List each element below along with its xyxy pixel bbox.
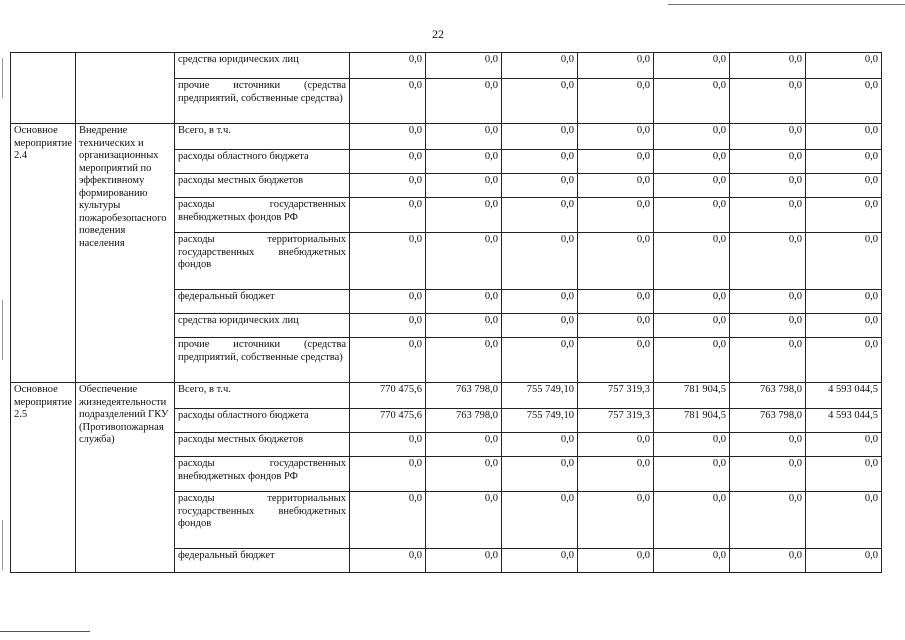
- total-value-cell: 0,0: [805, 174, 881, 198]
- total-value-cell: 0,0: [805, 338, 881, 383]
- total-value-cell: 0,0: [805, 124, 881, 150]
- year-value-cell: 0,0: [653, 174, 729, 198]
- description-cell: Внедрение технических и организационных мероприятий по эффективному формированию культуры пожаробезопасного поведения населения: [75, 124, 174, 383]
- table-row: [11, 124, 882, 150]
- funding-source-cell: расходы областного бюджета: [174, 409, 349, 433]
- year-value-cell: 0,0: [729, 433, 805, 457]
- year-value-cell: 0,0: [349, 53, 425, 79]
- description-cell: [75, 53, 174, 124]
- funding-source-cell: расходы государственных внебюджетных фондов РФ: [174, 457, 349, 492]
- year-value-cell: 0,0: [425, 124, 501, 150]
- year-value-cell: 0,0: [425, 549, 501, 573]
- year-value-cell: 0,0: [653, 53, 729, 79]
- total-value-cell: 4 593 044,5: [805, 383, 881, 409]
- measure-cell: [11, 53, 76, 124]
- measure-cell: Основное мероприятие 2.4: [11, 124, 76, 383]
- year-value-cell: 0,0: [425, 314, 501, 338]
- year-value-cell: 0,0: [729, 314, 805, 338]
- year-value-cell: 0,0: [349, 150, 425, 174]
- funding-source-cell: Всего, в т.ч.: [174, 383, 349, 409]
- year-value-cell: 0,0: [653, 150, 729, 174]
- year-value-cell: 0,0: [501, 314, 577, 338]
- year-value-cell: 0,0: [349, 433, 425, 457]
- footnote-rule: [0, 631, 90, 632]
- year-value-cell: 757 319,3: [577, 383, 653, 409]
- binding-mark: [2, 300, 3, 360]
- funding-source-cell: прочие источники (средства предприятий, собственные средства): [174, 79, 349, 124]
- year-value-cell: 0,0: [729, 53, 805, 79]
- year-value-cell: 0,0: [501, 174, 577, 198]
- year-value-cell: 0,0: [349, 174, 425, 198]
- year-value-cell: 0,0: [653, 198, 729, 233]
- year-value-cell: 0,0: [425, 457, 501, 492]
- table-row: [11, 383, 882, 409]
- funding-source-cell: расходы местных бюджетов: [174, 433, 349, 457]
- year-value-cell: 0,0: [577, 233, 653, 290]
- year-value-cell: 0,0: [729, 79, 805, 124]
- year-value-cell: 0,0: [501, 457, 577, 492]
- year-value-cell: 0,0: [729, 457, 805, 492]
- year-value-cell: 781 904,5: [653, 409, 729, 433]
- total-value-cell: 0,0: [805, 150, 881, 174]
- year-value-cell: 755 749,10: [501, 383, 577, 409]
- year-value-cell: 0,0: [501, 198, 577, 233]
- year-value-cell: 755 749,10: [501, 409, 577, 433]
- year-value-cell: 0,0: [501, 290, 577, 314]
- year-value-cell: 0,0: [653, 492, 729, 549]
- year-value-cell: 0,0: [729, 549, 805, 573]
- year-value-cell: 0,0: [577, 549, 653, 573]
- year-value-cell: 781 904,5: [653, 383, 729, 409]
- year-value-cell: 0,0: [653, 233, 729, 290]
- year-value-cell: 0,0: [729, 174, 805, 198]
- funding-source-cell: средства юридических лиц: [174, 314, 349, 338]
- measure-cell: Основное мероприятие 2.5: [11, 383, 76, 573]
- total-value-cell: 0,0: [805, 233, 881, 290]
- year-value-cell: 770 475,6: [349, 383, 425, 409]
- year-value-cell: 0,0: [577, 290, 653, 314]
- year-value-cell: 0,0: [577, 174, 653, 198]
- year-value-cell: 0,0: [577, 198, 653, 233]
- year-value-cell: 0,0: [501, 53, 577, 79]
- total-value-cell: 0,0: [805, 549, 881, 573]
- description-cell: Обеспечение жизнедеятельности подразделений ГКУ (Противопожарная служба): [75, 383, 174, 573]
- year-value-cell: 0,0: [501, 549, 577, 573]
- total-value-cell: 0,0: [805, 457, 881, 492]
- year-value-cell: 0,0: [653, 124, 729, 150]
- year-value-cell: 0,0: [349, 314, 425, 338]
- year-value-cell: 0,0: [577, 433, 653, 457]
- funding-source-cell: расходы местных бюджетов: [174, 174, 349, 198]
- funding-source-cell: Всего, в т.ч.: [174, 124, 349, 150]
- binding-mark: [2, 58, 3, 98]
- page-number: 22: [432, 27, 444, 41]
- total-value-cell: 4 593 044,5: [805, 409, 881, 433]
- funding-source-cell: федеральный бюджет: [174, 549, 349, 573]
- year-value-cell: 0,0: [729, 290, 805, 314]
- year-value-cell: 0,0: [425, 53, 501, 79]
- year-value-cell: 0,0: [501, 150, 577, 174]
- year-value-cell: 0,0: [425, 198, 501, 233]
- year-value-cell: 0,0: [349, 457, 425, 492]
- year-value-cell: 0,0: [653, 433, 729, 457]
- year-value-cell: 763 798,0: [425, 383, 501, 409]
- year-value-cell: 0,0: [349, 492, 425, 549]
- year-value-cell: 0,0: [425, 492, 501, 549]
- year-value-cell: 0,0: [425, 150, 501, 174]
- year-value-cell: 0,0: [501, 338, 577, 383]
- year-value-cell: 0,0: [729, 492, 805, 549]
- year-value-cell: 0,0: [729, 338, 805, 383]
- year-value-cell: 0,0: [425, 290, 501, 314]
- year-value-cell: 0,0: [653, 290, 729, 314]
- budget-table: [10, 52, 882, 573]
- year-value-cell: 0,0: [349, 198, 425, 233]
- total-value-cell: 0,0: [805, 492, 881, 549]
- year-value-cell: 763 798,0: [729, 383, 805, 409]
- total-value-cell: 0,0: [805, 53, 881, 79]
- year-value-cell: 0,0: [577, 79, 653, 124]
- year-value-cell: 0,0: [349, 290, 425, 314]
- year-value-cell: 0,0: [577, 53, 653, 79]
- year-value-cell: 0,0: [425, 174, 501, 198]
- funding-source-cell: расходы территориальных государственных внебюджетных фондов: [174, 233, 349, 290]
- year-value-cell: 0,0: [425, 338, 501, 383]
- year-value-cell: 0,0: [349, 338, 425, 383]
- funding-source-cell: расходы государственных внебюджетных фондов РФ: [174, 198, 349, 233]
- year-value-cell: 763 798,0: [425, 409, 501, 433]
- year-value-cell: 0,0: [577, 314, 653, 338]
- year-value-cell: 0,0: [653, 314, 729, 338]
- funding-source-cell: прочие источники (средства предприятий, собственные средства): [174, 338, 349, 383]
- year-value-cell: 0,0: [349, 233, 425, 290]
- year-value-cell: 0,0: [501, 233, 577, 290]
- funding-source-cell: федеральный бюджет: [174, 290, 349, 314]
- year-value-cell: 0,0: [729, 233, 805, 290]
- funding-source-cell: средства юридических лиц: [174, 53, 349, 79]
- year-value-cell: 0,0: [577, 150, 653, 174]
- year-value-cell: 0,0: [653, 338, 729, 383]
- binding-mark: [2, 520, 3, 570]
- total-value-cell: 0,0: [805, 198, 881, 233]
- year-value-cell: 0,0: [729, 124, 805, 150]
- year-value-cell: 0,0: [501, 433, 577, 457]
- year-value-cell: 0,0: [349, 549, 425, 573]
- year-value-cell: 0,0: [501, 492, 577, 549]
- year-value-cell: 770 475,6: [349, 409, 425, 433]
- year-value-cell: 0,0: [653, 457, 729, 492]
- year-value-cell: 0,0: [501, 79, 577, 124]
- total-value-cell: 0,0: [805, 79, 881, 124]
- year-value-cell: 0,0: [425, 433, 501, 457]
- total-value-cell: 0,0: [805, 314, 881, 338]
- year-value-cell: 0,0: [577, 492, 653, 549]
- funding-source-cell: расходы территориальных государственных внебюджетных фондов: [174, 492, 349, 549]
- total-value-cell: 0,0: [805, 290, 881, 314]
- total-value-cell: 0,0: [805, 433, 881, 457]
- year-value-cell: 0,0: [577, 124, 653, 150]
- year-value-cell: 0,0: [729, 198, 805, 233]
- table-row: [11, 53, 882, 79]
- funding-source-cell: расходы областного бюджета: [174, 150, 349, 174]
- year-value-cell: 0,0: [501, 124, 577, 150]
- year-value-cell: 0,0: [425, 233, 501, 290]
- year-value-cell: 0,0: [653, 549, 729, 573]
- year-value-cell: 0,0: [349, 79, 425, 124]
- year-value-cell: 0,0: [653, 79, 729, 124]
- year-value-cell: 0,0: [349, 124, 425, 150]
- year-value-cell: 0,0: [425, 79, 501, 124]
- year-value-cell: 0,0: [577, 457, 653, 492]
- year-value-cell: 0,0: [729, 150, 805, 174]
- top-rule: [668, 4, 905, 5]
- year-value-cell: 757 319,3: [577, 409, 653, 433]
- year-value-cell: 763 798,0: [729, 409, 805, 433]
- year-value-cell: 0,0: [577, 338, 653, 383]
